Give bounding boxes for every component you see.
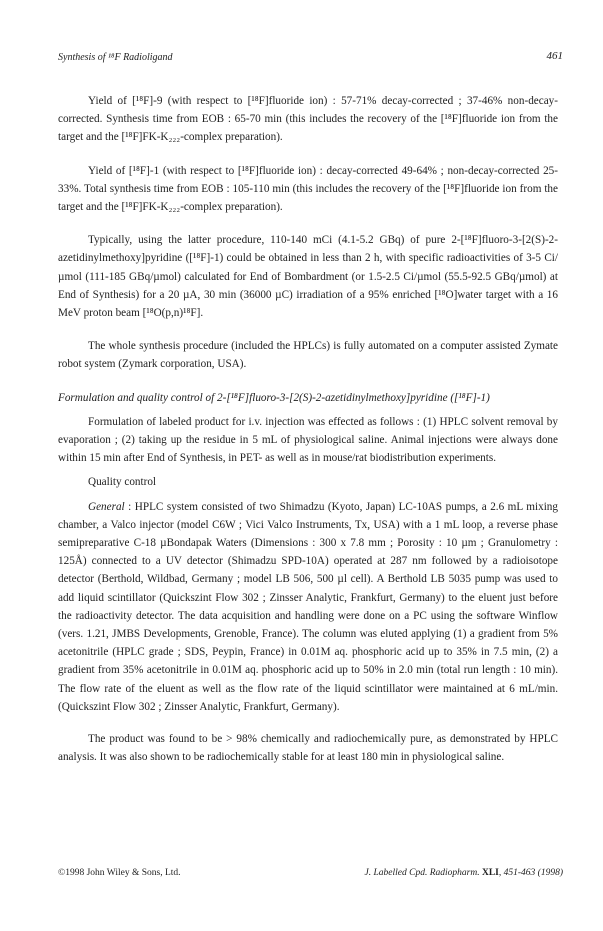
paragraph-typically: Typically, using the latter procedure, 110-140 mCi (4.1-5.2 GBq) of pure 2-[¹⁸F]fluoro-3-[2(S)-2-azetidinylmethoxy]pyridine ([¹⁸F]-1) could be obtained in less than 2 h, with specific radioactivities of 3-5 Ci/µmol (111-185 GBq/µmol) calculated for End of Bombardment (or 1.5-2.5 Ci/µmol (55.5-92.5 GBq/µmol) at End of Synthesis) for a 20 µA, 30 min (36000 µC) irradiation of a 95% enriched [¹⁸O]water target with a 16 MeV proton beam [¹⁸O(p,n)¹⁸F]. [58,234,558,320]
page-number: 461 [546,50,563,62]
paragraph-formulation: Formulation of labeled product for i.v. injection was effected as follows : (1) HPLC solvent removal by evaporation ; (2) taking up the residue in 5 mL of physiological saline. Animal injections were always done within 15 min after End of Synthesis, in PET- as well as in mouse/rat biodistribution experiments. [58,415,558,465]
general-text: : HPLC system consisted of two Shimadzu (Kyoto, Japan) LC-10AS pumps, a 2.6 mL mixing chamber, a Valco injector (model C6W ; Vici Valco Instruments, Tx, USA) with a 1 mL loop, a reverse phase semipreparative C-18 µBondapak Waters (Dimensions : 300 x 7.8 mm ; Porosity : 10 µm ; Granulometry : 125Å) connected to a UV detector (Shimadzu SPD-10A) operated at 287 nm followed by a radioisotope detector (Berthold, Wildbad, Germany ; model LB 506, 500 µl cell). A Berthold LB 5035 pump was used to add liquid scintillator (Quickszint Flow 302 ; Zinsser Analytic, Frankfurt, Germany) to the eluent just before the radioactivity detector. The data acquisition and handling were done on a PC using the software Winflow (vers. 1.21, JMBS Developments, Grenoble, France). The column was eluted applying (1) a gradient from 5% acetonitrile (HPLC grade ; SDS, Peypin, France) in 0.01M aq. phosphoric acid up to 35% in 7.5 min, (2) a gradient from 35% acetonitrile in 0.01M aq. phosphoric acid up to 50% in 2.0 min (total run length : 10 min). The flow rate of the eluent as well as the flow rate of the liquid scintillator were maintained at 6 mL/min. (Quickszint Flow 302 ; Zinsser Analytic, Frankfurt, Germany). [58,500,558,713]
journal-volume: XLI [481,868,499,878]
body-text [58,92,558,782]
journal-pages: , 451-463 (1998) [498,868,563,878]
paragraph-general [58,498,558,716]
copyright: ©1998 John Wiley & Sons, Ltd. [58,868,181,878]
footer [58,868,563,878]
paragraph-yield-9: Yield of [¹⁸F]-9 (with respect to [¹⁸F]fluoride ion) : 57-71% decay-corrected ; 37-46% non-decay-corrected. Synthesis time from EOB : 65-70 min (this includes the recovery of the [¹⁸F]fluoride ion from the target and the [¹⁸F]FK-K₂₂₂-complex preparation). [58,95,558,144]
journal-name: J. Labelled Cpd. Radiopharm. [364,868,480,878]
paragraph-automated: The whole synthesis procedure (included the HPLCs) is fully automated on a computer assisted Zymate robot system (Zymark corporation, USA). [58,340,558,371]
paragraph-purity: The product was found to be > 98% chemically and radiochemically pure, as demonstrated by HPLC analysis. It was also shown to be radiochemically stable for at least 180 min in physiological saline. [58,733,558,764]
section-heading-formulation: Formulation and quality control of 2-[¹⁸F]fluoro-3-[2(S)-2-azetidinylmethoxy]pyridine ([¹⁸F]-1) [58,391,490,404]
subheading-quality-control: Quality control [88,476,157,489]
running-title: Synthesis of ¹⁸F Radioligand [58,52,173,63]
paragraph-yield-1: Yield of [¹⁸F]-1 (with respect to [¹⁸F]fluoride ion) : decay-corrected 49-64% ; non-decay-corrected 25-33%. Total synthesis time from EOB : 105-110 min (this includes the recovery of the [¹⁸F]fluoride ion from the target and the [¹⁸F]FK-K₂₂₂-complex preparation). [58,164,558,214]
general-label: General [88,500,125,513]
journal-citation [365,868,563,878]
